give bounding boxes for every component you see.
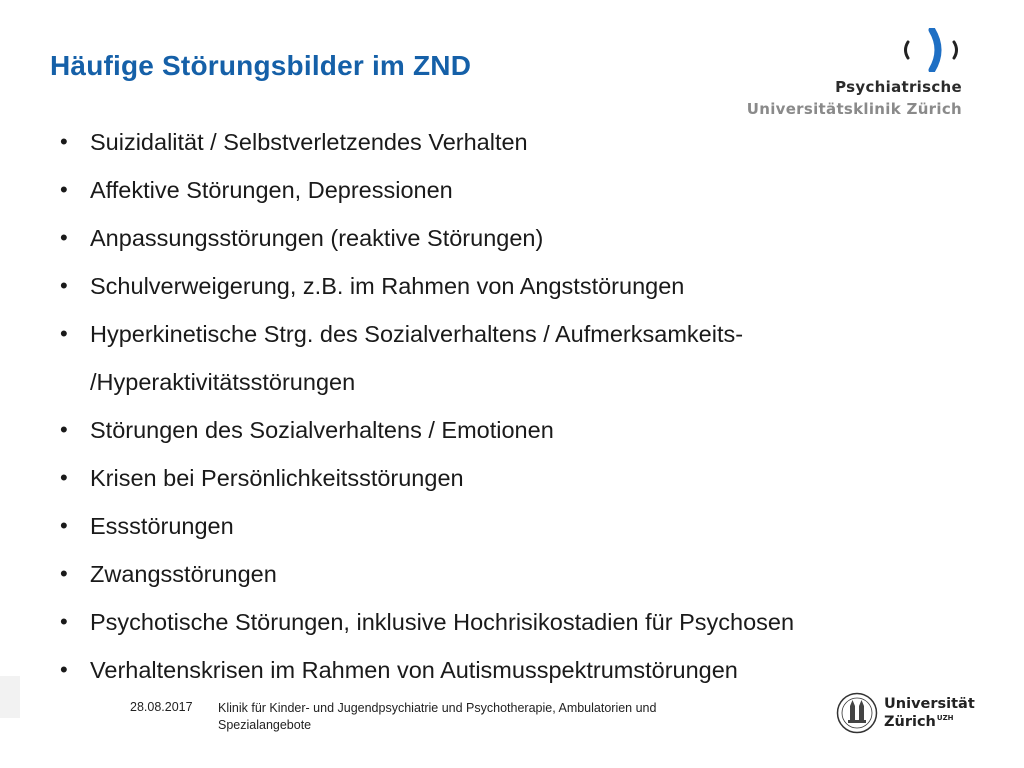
list-item-text: Krisen bei Persönlichkeitsstörungen — [90, 465, 464, 491]
bullet-dot-icon: • — [60, 561, 68, 586]
list-item-text: Psychotische Störungen, inklusive Hochrisikostadien für Psychosen — [90, 609, 795, 635]
list-item — [60, 214, 794, 262]
list-item — [60, 598, 794, 646]
bullet-list — [60, 118, 794, 694]
bullet-dot-icon: • — [60, 417, 68, 442]
bullet-dot-icon: • — [60, 657, 68, 682]
bullet-dot-icon: • — [60, 609, 68, 634]
pukz-logo-mark-icon — [902, 28, 962, 72]
uzh-logo — [836, 692, 976, 738]
list-item-text: Zwangsstörungen — [90, 561, 277, 587]
list-item-text: Störungen des Sozialverhaltens / Emotionen — [90, 417, 554, 443]
bullet-dot-icon: • — [60, 129, 68, 154]
list-item-text: Verhaltenskrisen im Rahmen von Autismusspektrumstörungen — [90, 657, 738, 683]
footer-department: Klinik für Kinder- und Jugendpsychiatrie und Psychotherapie, Ambulatorien und Spezialangebote — [218, 701, 657, 732]
bullet-dot-icon: • — [60, 273, 68, 298]
list-item-continuation: /Hyperaktivitätsstörungen — [90, 369, 356, 395]
bullet-dot-icon: • — [60, 321, 68, 346]
uzh-name-line2 — [884, 714, 954, 730]
list-item — [60, 550, 794, 598]
bullet-dot-icon: • — [60, 465, 68, 490]
pukz-logo-line1: Psychiatrische — [835, 78, 962, 96]
list-item — [60, 310, 794, 406]
slide-title: Häufige Störungsbilder im ZND — [50, 50, 472, 81]
list-item-text: Affektive Störungen, Depressionen — [90, 177, 453, 203]
bullet-dot-icon: • — [60, 513, 68, 538]
uzh-city: Zürich — [884, 714, 936, 730]
list-item-text: Essstörungen — [90, 513, 234, 539]
list-item — [60, 118, 794, 166]
uzh-seal-icon — [836, 692, 878, 734]
slide-footer — [0, 692, 1024, 742]
list-item-text: Anpassungsstörungen (reaktive Störungen) — [90, 225, 544, 251]
uzh-superscript: UZH — [936, 714, 954, 722]
list-item — [60, 454, 794, 502]
list-item-text: Hyperkinetische Strg. des Sozialverhaltens / Aufmerksamkeits- — [90, 321, 744, 347]
pukz-logo-line2: Universitätsklinik Zürich — [746, 100, 962, 118]
list-item — [60, 406, 794, 454]
bullet-dot-icon: • — [60, 225, 68, 250]
list-item — [60, 646, 794, 694]
list-item-text: Schulverweigerung, z.B. im Rahmen von Angststörungen — [90, 273, 685, 299]
list-item — [60, 502, 794, 550]
uzh-name-line1: Universität — [884, 696, 975, 712]
list-item-text: Suizidalität / Selbstverletzendes Verhalten — [90, 129, 528, 155]
list-item — [60, 262, 794, 310]
footer-date: 28.08.2017 — [130, 700, 193, 714]
bullet-dot-icon: • — [60, 177, 68, 202]
list-item — [60, 166, 794, 214]
